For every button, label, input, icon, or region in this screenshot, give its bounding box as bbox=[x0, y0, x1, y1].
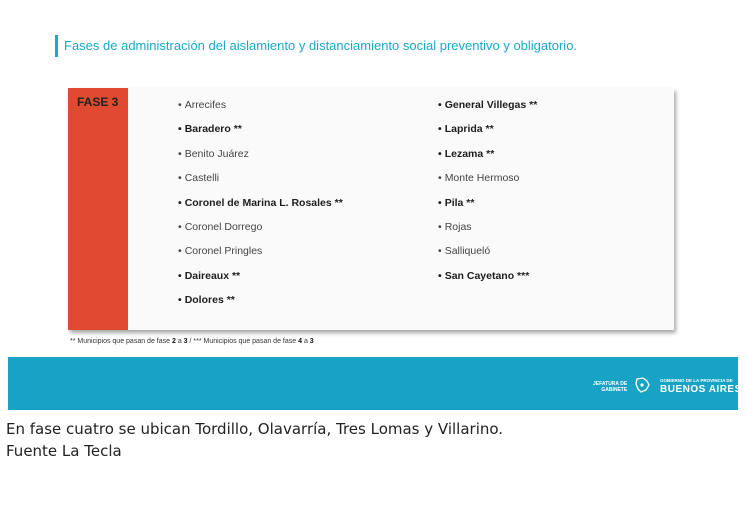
municipality-name: General Villegas ** bbox=[444, 99, 538, 111]
municipality-name: Arrecifes bbox=[184, 99, 227, 111]
bullet-icon: • bbox=[438, 172, 442, 185]
municipality-name: Coronel Pringles bbox=[184, 245, 263, 258]
municipality-item bbox=[438, 98, 537, 122]
municipality-name: Coronel Dorrego bbox=[184, 220, 263, 233]
municipality-name: Pila ** bbox=[444, 196, 475, 209]
caption-line-1: En fase cuatro se ubican Tordillo, Olavarría, Tres Lomas y Villarino. bbox=[6, 420, 504, 438]
municipality-name: Baradero ** bbox=[184, 123, 242, 136]
municipality-item bbox=[438, 244, 537, 268]
municipality-item bbox=[438, 220, 537, 244]
phase-strip bbox=[68, 88, 128, 330]
municipality-name: Dolores ** bbox=[184, 294, 235, 307]
municipality-item bbox=[178, 220, 343, 244]
bullet-icon: • bbox=[438, 123, 442, 136]
bullet-icon: • bbox=[178, 99, 182, 111]
footnote: ** Municipios que pasan de fase 2 a 3 / *** Municipios que pasan de fase 4 a 3 bbox=[70, 338, 314, 345]
bullet-icon: • bbox=[178, 123, 182, 136]
municipality-item bbox=[178, 122, 343, 146]
municipality-item bbox=[178, 98, 343, 122]
municipality-item bbox=[178, 147, 343, 171]
bullet-icon: • bbox=[178, 172, 182, 185]
header-title: Fases de administración del aislamiento y distanciamiento social preventivo y obligatorio. bbox=[64, 38, 578, 53]
bullet-icon: • bbox=[178, 220, 182, 233]
header-accent-bar bbox=[55, 35, 58, 57]
municipality-item bbox=[438, 196, 537, 220]
bullet-icon: • bbox=[178, 269, 182, 282]
caption bbox=[6, 418, 503, 462]
jefatura-logo-text: JEFATURA DE GABINETE bbox=[593, 381, 628, 393]
municipality-item bbox=[438, 269, 537, 293]
municipality-list-right bbox=[438, 98, 537, 293]
brand-band bbox=[8, 357, 742, 410]
municipality-name: Castelli bbox=[184, 172, 220, 185]
bullet-icon: • bbox=[178, 196, 182, 209]
bullet-icon: • bbox=[438, 99, 442, 111]
municipality-name: Daireaux ** bbox=[184, 269, 241, 282]
bullet-icon: • bbox=[438, 220, 442, 233]
municipality-name: Benito Juárez bbox=[184, 147, 249, 160]
bullet-icon: • bbox=[178, 294, 182, 307]
government-name: BUENOS AIRES bbox=[660, 384, 742, 395]
bullet-icon: • bbox=[438, 196, 442, 209]
municipality-item bbox=[178, 293, 343, 317]
municipality-name: Laprida ** bbox=[444, 123, 494, 136]
bullet-icon: • bbox=[178, 245, 182, 258]
bullet-icon: • bbox=[438, 147, 442, 160]
municipality-name: Coronel de Marina L. Rosales ** bbox=[184, 196, 343, 209]
municipality-item bbox=[438, 171, 537, 195]
municipality-item bbox=[178, 244, 343, 268]
bullet-icon: • bbox=[178, 147, 182, 160]
municipality-name: Monte Hermoso bbox=[444, 172, 520, 185]
municipality-item bbox=[178, 269, 343, 293]
phase-label: FASE 3 bbox=[77, 95, 119, 109]
municipality-list-left bbox=[178, 98, 343, 318]
municipality-name: San Cayetano *** bbox=[444, 269, 530, 282]
caption-source: Fuente La Tecla bbox=[6, 442, 122, 460]
municipality-name: Rojas bbox=[444, 220, 472, 233]
bullet-icon: • bbox=[438, 269, 442, 282]
municipality-name: Salliqueló bbox=[444, 245, 491, 258]
government-small-text: GOBIERNO DE LA PROVINCIA DE bbox=[660, 378, 733, 383]
municipality-name: Lezama ** bbox=[444, 147, 495, 160]
phase-card bbox=[68, 88, 674, 330]
municipality-item bbox=[178, 196, 343, 220]
municipality-item bbox=[438, 147, 537, 171]
municipality-item bbox=[438, 122, 537, 146]
bullet-icon: • bbox=[438, 245, 442, 258]
municipality-item bbox=[178, 171, 343, 195]
province-map-icon bbox=[634, 377, 650, 393]
